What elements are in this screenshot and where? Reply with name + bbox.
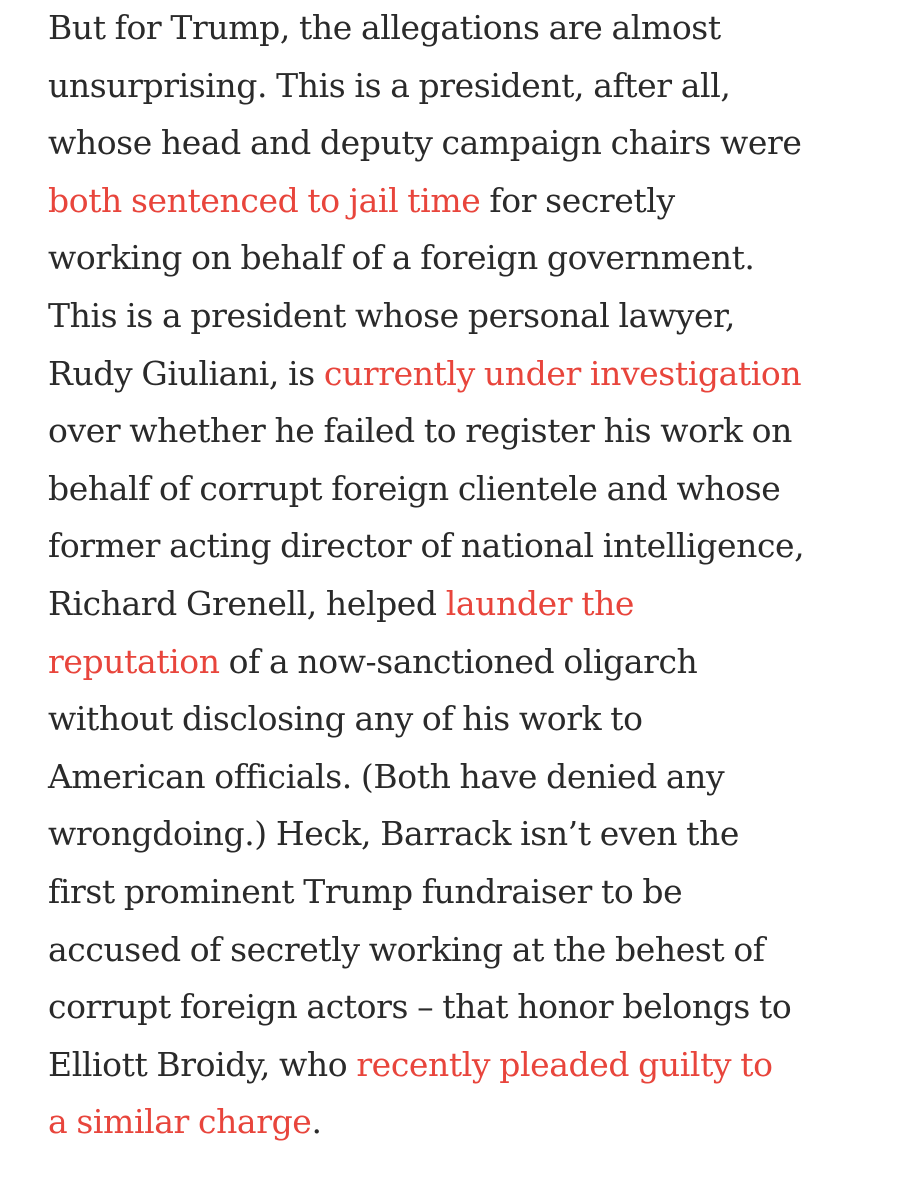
link-under-investigation[interactable]: currently under investigation [323,353,802,393]
line-text: for secretly [480,180,675,220]
paragraph-line [48,460,878,518]
line-text: wrongdoing.) Heck, Barrack isn’t even the [48,814,740,854]
line-text: corrupt foreign actors – that honor belongs to [48,987,792,1027]
paragraph-line [48,114,878,172]
paragraph-line [48,0,878,57]
paragraph-line [48,172,878,230]
paragraph-line [48,1093,878,1151]
paragraph-line [48,805,878,863]
line-text: of a now-sanctioned oligarch [219,641,698,681]
paragraph [48,0,878,1151]
line-text: Elliott Broidy, who [48,1044,357,1084]
line-text: Rudy Giuliani, is [48,353,324,393]
paragraph-line [48,978,878,1036]
link-similar-charge[interactable]: a similar charge [48,1102,312,1142]
paragraph-line [48,287,878,345]
paragraph-line [48,57,878,115]
paragraph-line [48,345,878,403]
line-text: without disclosing any of his work to [48,699,643,739]
paragraph-line [48,1036,878,1094]
line-text: Richard Grenell, helped [48,583,446,623]
link-pleaded-guilty[interactable]: recently pleaded guilty to [356,1044,773,1084]
line-text: over whether he failed to register his work on [48,411,792,451]
paragraph-line [48,863,878,921]
link-jail-time[interactable]: both sentenced to jail time [48,180,481,220]
paragraph-line [48,575,878,633]
paragraph-line [48,517,878,575]
paragraph-line [48,402,878,460]
paragraph-line [48,229,878,287]
line-text: behalf of corrupt foreign clientele and whose [48,468,781,508]
link-launder-reputation-cont[interactable]: reputation [48,641,220,681]
article-body [48,0,878,1151]
line-text: unsurprising. This is a president, after all, [48,65,731,105]
paragraph-line [48,748,878,806]
line-text: first prominent Trump fundraiser to be [48,871,683,911]
line-text: This is a president whose personal lawyer, [48,295,735,335]
link-launder-reputation[interactable]: launder the [445,583,635,623]
line-text: whose head and deputy campaign chairs were [48,123,802,163]
line-text: accused of secretly working at the behest of [48,929,765,969]
line-text: working on behalf of a foreign government. [48,238,755,278]
line-text: But for Trump, the allegations are almost [48,8,721,47]
paragraph-line [48,633,878,691]
paragraph-line [48,690,878,748]
line-text: . [311,1102,322,1142]
paragraph-line [48,921,878,979]
line-text: former acting director of national intelligence, [48,526,805,566]
line-text: American officials. (Both have denied any [48,756,725,796]
